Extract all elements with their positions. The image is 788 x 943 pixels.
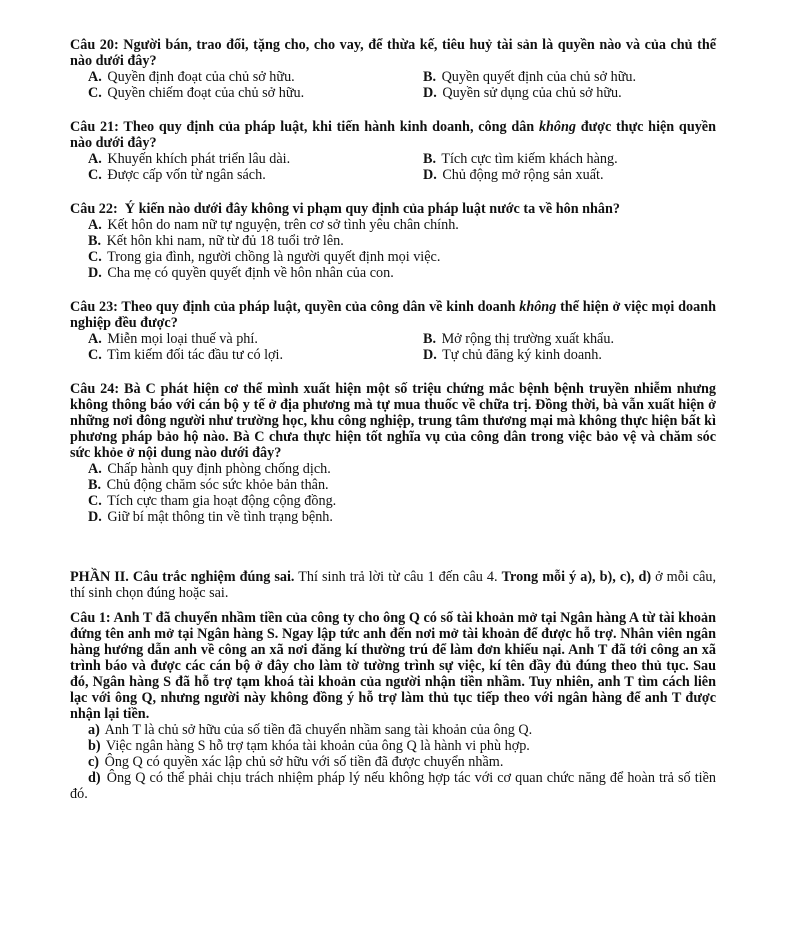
question-stem: [70, 610, 716, 722]
option-label: C.: [88, 85, 102, 101]
part2-instruction: Thí sinh trả lời từ câu 1 đến câu 4.: [294, 569, 502, 585]
option-label: A.: [88, 151, 102, 167]
question-text: Theo quy định của pháp luật, khi tiến hành kinh doanh, công dân: [123, 119, 535, 135]
question-text: Người bán, trao đổi, tặng cho, cho vay, để thừa kế, tiêu huỷ tài sản là quyền nào và của chủ thể nào dưới đây?: [70, 37, 717, 69]
option-a: [88, 69, 423, 85]
question-text-end: thể hiện ở việc mọi doanh nghiệp đều được?: [70, 299, 716, 331]
option-text: Mở rộng thị trường xuất khẩu.: [441, 331, 614, 347]
option-text: Quyền quyết định của chủ sở hữu.: [441, 69, 637, 85]
option-b: [423, 69, 734, 85]
option-label: D.: [423, 167, 437, 183]
option-label: C.: [88, 347, 102, 363]
statement-label: a): [88, 722, 100, 738]
option-text: Cha mẹ có quyền quyết định về hôn nhân của con.: [107, 265, 394, 281]
part2-instruction-bold: Trong mỗi ý a), b), c), d): [501, 569, 652, 585]
option-label: B.: [423, 151, 437, 167]
question-number: Câu 1:: [70, 610, 111, 626]
options-grid: [70, 331, 716, 363]
option-text: Được cấp vốn từ ngân sách.: [107, 167, 266, 183]
question-emphasis: không: [538, 119, 576, 135]
question-text: Ý kiến nào dưới đây không vi phạm quy định của pháp luật nước ta về hôn nhân?: [124, 201, 620, 217]
statement-a: [70, 722, 716, 738]
option-text: Trong gia đình, người chồng là người quyết định mọi việc.: [107, 249, 441, 265]
options-grid: [70, 69, 716, 101]
option-label: C.: [88, 493, 102, 509]
option-b: [70, 477, 716, 493]
option-a: [88, 151, 423, 167]
question-stem: [70, 119, 716, 151]
question-21: [70, 119, 716, 183]
part2-question-1: [70, 610, 716, 802]
option-a: [70, 461, 716, 477]
statement-text: Anh T là chủ sở hữu của số tiền đã chuyển nhầm sang tài khoản của ông Q.: [104, 722, 533, 738]
question-number: Câu 23:: [70, 299, 118, 315]
option-b: [70, 233, 716, 249]
option-text: Kết hôn khi nam, nữ từ đủ 18 tuổi trở lên.: [106, 233, 344, 249]
option-b: [423, 151, 734, 167]
option-label: D.: [88, 265, 102, 281]
option-text: Chấp hành quy định phòng chống dịch.: [107, 461, 331, 477]
statement-c: [70, 754, 716, 770]
question-text: Theo quy định của pháp luật, quyền của công dân về kinh doanh: [121, 299, 516, 315]
option-c: [70, 249, 716, 265]
option-text: Quyền sử dụng của chủ sở hữu.: [442, 85, 622, 101]
question-number: Câu 24:: [70, 381, 120, 397]
question-number: Câu 22:: [70, 201, 118, 217]
question-stem: [70, 201, 716, 217]
option-text: Quyền chiếm đoạt của chủ sở hữu.: [107, 85, 305, 101]
option-text: Chủ động chăm sóc sức khỏe bản thân.: [106, 477, 329, 493]
part2-heading: [70, 569, 716, 601]
option-label: B.: [423, 331, 437, 347]
option-text: Tìm kiếm đối tác đầu tư có lợi.: [107, 347, 284, 363]
option-d: [70, 509, 716, 525]
question-stem: [70, 381, 716, 461]
option-label: A.: [88, 217, 102, 233]
option-text: Miễn mọi loại thuế và phí.: [107, 331, 258, 347]
statement-label: d): [88, 770, 101, 786]
option-label: A.: [88, 461, 102, 477]
option-label: B.: [88, 233, 102, 249]
option-text: Quyền định đoạt của chủ sở hữu.: [107, 69, 295, 85]
part2-instruction-end: ở mỗi câu, thí sinh chọn đúng hoặc sai.: [70, 569, 717, 601]
option-d: [423, 347, 734, 363]
question-23: [70, 299, 716, 363]
question-20: [70, 37, 716, 101]
statement-d: [70, 770, 716, 802]
option-label: D.: [88, 509, 102, 525]
option-label: D.: [423, 347, 437, 363]
statement-text: Việc ngân hàng S hỗ trợ tạm khóa tài khoản của ông Q là hành vi phù hợp.: [105, 738, 530, 754]
part2-title: PHẦN II. Câu trắc nghiệm đúng sai.: [70, 569, 295, 585]
question-stem: [70, 37, 716, 69]
option-text: Giữ bí mật thông tin về tình trạng bệnh.: [107, 509, 333, 525]
question-text-end: được thực hiện quyền nào dưới đây?: [70, 119, 716, 151]
option-text: Tích cực tìm kiếm khách hàng.: [441, 151, 618, 167]
statement-label: b): [88, 738, 101, 754]
exam-page: [70, 37, 716, 802]
statement-label: c): [88, 754, 100, 770]
option-b: [423, 331, 734, 347]
option-label: C.: [88, 249, 102, 265]
statement-text: Ông Q có thể phải chịu trách nhiệm pháp lý nếu không hợp tác với cơ quan chức năng để hoàn trả số tiền đó.: [70, 770, 716, 802]
statement-text: Ông Q có quyền xác lập chủ sở hữu với số tiền đã được chuyển nhầm.: [104, 754, 504, 770]
option-text: Khuyến khích phát triển lâu dài.: [107, 151, 291, 167]
option-a: [70, 217, 716, 233]
option-a: [88, 331, 423, 347]
option-label: B.: [423, 69, 437, 85]
option-text: Tự chủ đăng ký kinh doanh.: [442, 347, 602, 363]
question-22: [70, 201, 716, 281]
option-text: Chủ động mở rộng sản xuất.: [442, 167, 604, 183]
question-stem: [70, 299, 716, 331]
option-text: Tích cực tham gia hoạt động cộng đồng.: [107, 493, 337, 509]
option-c: [88, 347, 423, 363]
question-24: [70, 381, 716, 525]
option-d: [70, 265, 716, 281]
option-c: [88, 85, 423, 101]
statement-b: [70, 738, 716, 754]
option-c: [70, 493, 716, 509]
option-d: [423, 167, 734, 183]
options-grid: [70, 151, 716, 183]
question-text: Bà C phát hiện cơ thể mình xuất hiện một số triệu chứng mắc bệnh bệnh truyền nhiễm nhưng không thông báo với cán bộ y tế ở địa phương mà tự mua thuốc về chữa trị. Đồng thời, bà vẫn xuất hiện ở những nơi đông người như trường học, khu công nghiệp, trung tâm thương mại mà không thực hiện bất kì phương pháp bảo hộ nào. Bà C chưa thực hiện tốt nghĩa vụ của công dân trong việc bảo vệ và chăm sóc sức khỏe ở nội dung nào dưới đây?: [70, 381, 716, 461]
option-label: B.: [88, 477, 102, 493]
option-label: C.: [88, 167, 102, 183]
question-emphasis: không: [519, 299, 557, 315]
option-text: Kết hôn do nam nữ tự nguyện, trên cơ sở tình yêu chân chính.: [107, 217, 459, 233]
option-label: A.: [88, 69, 102, 85]
question-number: Câu 21:: [70, 119, 119, 135]
option-label: D.: [423, 85, 437, 101]
question-number: Câu 20:: [70, 37, 119, 53]
option-label: A.: [88, 331, 102, 347]
option-d: [423, 85, 734, 101]
question-text: Anh T đã chuyển nhầm tiền của công ty cho ông Q có số tài khoản mở tại Ngân hàng A từ tài khoản đứng tên anh mở tại Ngân hàng S. Ngay lập tức anh đến nơi mở tài khoản để được hỗ trợ. Nhân viên ngân hàng hướng dẫn anh về công an xã nơi đăng kí thường trú để làm đơn khiếu nại. Anh T đã tới công an xã trình báo và được các cán bộ ở đây cho làm tờ tường trình sự việc, kí tên đầy đủ đúng theo thủ tục. Sau đó, Ngân hàng S đã hỗ trợ tạm khoá tài khoản của người nhận tiền nhầm. Tuy nhiên, anh T tìm cách liên lạc với ông Q, nhưng người này không đồng ý hỗ trợ làm thủ tục tiếp theo với ngân hàng để anh T được nhận lại tiền.: [70, 610, 716, 722]
option-c: [88, 167, 423, 183]
